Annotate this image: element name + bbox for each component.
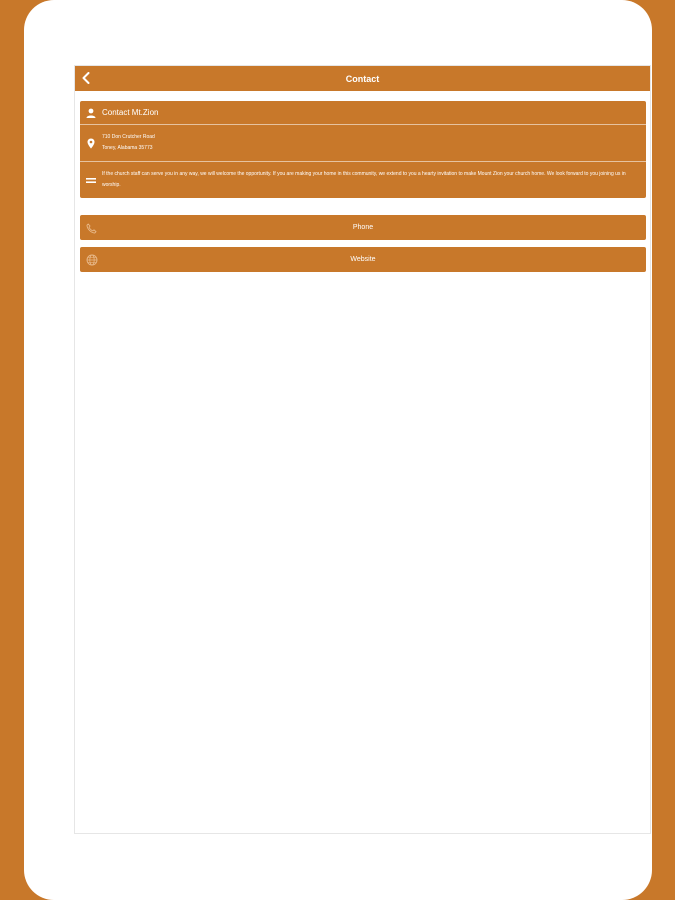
- website-label: Website: [350, 256, 376, 263]
- description-text: If the church staff can serve you in any way, we will welcome the opportunity. If you are making your home in this community, we extend to you a hearty invitation to make Mount Zion your church home. We look forward to you joining us in worship.: [102, 171, 626, 188]
- nav-bar: [75, 66, 650, 91]
- address-line-1: 710 Don Crutcher Road: [102, 134, 155, 140]
- address-text: [102, 132, 155, 154]
- contact-card: [80, 101, 646, 198]
- globe-icon: [86, 253, 98, 265]
- phone-button[interactable]: [80, 215, 646, 240]
- contact-name-row: [80, 101, 646, 124]
- phone-icon: [86, 221, 98, 233]
- address-row[interactable]: [80, 124, 646, 161]
- map-pin-icon: [80, 138, 102, 149]
- back-button[interactable]: [79, 69, 93, 87]
- address-line-2: Toney, Alabama 35773: [102, 145, 153, 151]
- app-screen: [74, 65, 651, 834]
- phone-label: Phone: [352, 224, 374, 231]
- person-icon: [80, 108, 102, 118]
- device-frame: [24, 0, 652, 900]
- chevron-left-icon: [82, 72, 90, 84]
- menu-lines-icon: [80, 177, 102, 184]
- website-button[interactable]: [80, 247, 646, 272]
- description-row: [80, 161, 646, 198]
- page-title: Contact: [345, 73, 380, 84]
- contact-name: Contact Mt.Zion: [102, 108, 159, 117]
